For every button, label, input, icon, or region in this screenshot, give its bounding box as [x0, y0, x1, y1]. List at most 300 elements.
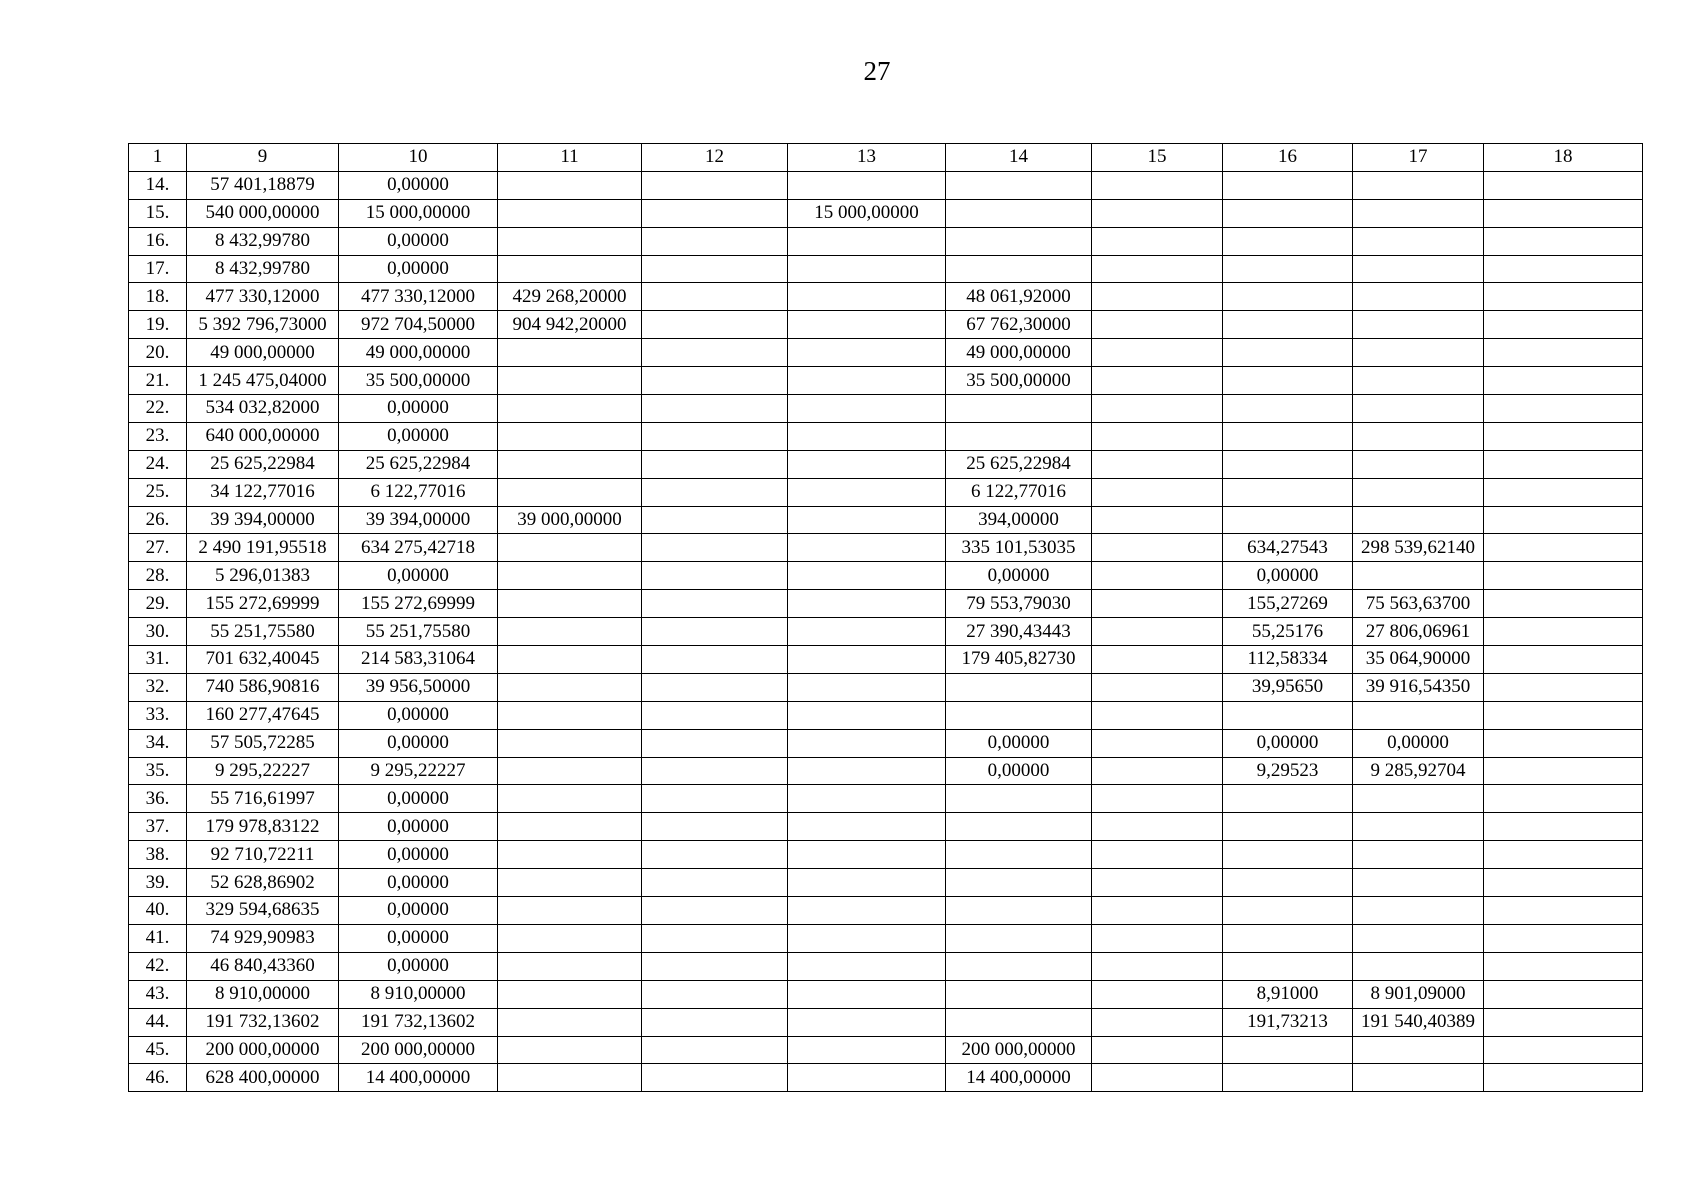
table-cell: [946, 813, 1092, 841]
table-cell: 6 122,77016: [339, 478, 498, 506]
table-cell: [1484, 367, 1643, 395]
table-cell: [788, 1008, 946, 1036]
row-number-cell: 19.: [129, 311, 187, 339]
table-cell: 57 401,18879: [187, 171, 339, 199]
table-cell: 34 122,77016: [187, 478, 339, 506]
table-cell: [1223, 395, 1353, 423]
table-cell: [1484, 227, 1643, 255]
table-row: [129, 869, 1643, 897]
table-cell: [1223, 311, 1353, 339]
table-cell: [1223, 283, 1353, 311]
row-number-cell: 21.: [129, 367, 187, 395]
row-number-cell: 17.: [129, 255, 187, 283]
table-header: [129, 144, 1643, 172]
table-cell: [1353, 311, 1484, 339]
table-cell: [1092, 1064, 1223, 1092]
table-row: [129, 590, 1643, 618]
table-cell: [1223, 897, 1353, 925]
table-row: [129, 1064, 1643, 1092]
table-cell: [1092, 646, 1223, 674]
table-cell: [1353, 841, 1484, 869]
table-cell: 335 101,53035: [946, 534, 1092, 562]
table-cell: 39 916,54350: [1353, 673, 1484, 701]
table-cell: 39 394,00000: [187, 506, 339, 534]
table-cell: [1092, 980, 1223, 1008]
table-cell: [788, 339, 946, 367]
table-cell: [498, 980, 642, 1008]
row-number-cell: 30.: [129, 618, 187, 646]
table-cell: 0,00000: [339, 701, 498, 729]
table-cell: [1484, 897, 1643, 925]
table-row: [129, 813, 1643, 841]
table-cell: [1092, 422, 1223, 450]
table-cell: 477 330,12000: [187, 283, 339, 311]
table-cell: 0,00000: [339, 422, 498, 450]
table-cell: [1223, 841, 1353, 869]
table-cell: [788, 171, 946, 199]
table-cell: [788, 283, 946, 311]
table-cell: [642, 395, 788, 423]
table-cell: [498, 367, 642, 395]
table-cell: [1092, 701, 1223, 729]
column-header: 17: [1353, 144, 1484, 172]
table-cell: [498, 701, 642, 729]
table-cell: [1223, 506, 1353, 534]
column-header: 18: [1484, 144, 1643, 172]
table-cell: 8 432,99780: [187, 227, 339, 255]
table-cell: [1484, 478, 1643, 506]
table-cell: [1484, 1064, 1643, 1092]
table-cell: 191 732,13602: [187, 1008, 339, 1036]
table-cell: [788, 311, 946, 339]
table-cell: [1353, 171, 1484, 199]
column-header: 12: [642, 144, 788, 172]
table-cell: [1223, 813, 1353, 841]
table-cell: [642, 673, 788, 701]
column-header: 9: [187, 144, 339, 172]
table-cell: [788, 534, 946, 562]
table-row: [129, 227, 1643, 255]
table-cell: [788, 673, 946, 701]
row-number-cell: 36.: [129, 785, 187, 813]
table-cell: [946, 952, 1092, 980]
table-cell: [642, 646, 788, 674]
table-cell: [642, 701, 788, 729]
table-cell: [642, 227, 788, 255]
table-cell: [788, 255, 946, 283]
table-cell: [642, 618, 788, 646]
row-number-cell: 44.: [129, 1008, 187, 1036]
table-row: [129, 339, 1643, 367]
table-row: [129, 395, 1643, 423]
table-cell: 8 901,09000: [1353, 980, 1484, 1008]
row-number-cell: 24.: [129, 450, 187, 478]
table-cell: [1353, 395, 1484, 423]
table-cell: [1092, 506, 1223, 534]
column-header: 16: [1223, 144, 1353, 172]
table-cell: [788, 618, 946, 646]
table-cell: 2 490 191,95518: [187, 534, 339, 562]
table-cell: [1092, 590, 1223, 618]
table-cell: 25 625,22984: [339, 450, 498, 478]
table-cell: [1484, 701, 1643, 729]
table-cell: [1092, 924, 1223, 952]
row-number-cell: 37.: [129, 813, 187, 841]
table-cell: 214 583,31064: [339, 646, 498, 674]
table-cell: [946, 199, 1092, 227]
table-cell: 0,00000: [339, 729, 498, 757]
table-row: [129, 367, 1643, 395]
row-number-cell: 20.: [129, 339, 187, 367]
table-cell: [946, 255, 1092, 283]
table-cell: [642, 1036, 788, 1064]
table-cell: [788, 757, 946, 785]
table-cell: [1353, 701, 1484, 729]
table-cell: [642, 590, 788, 618]
table-cell: [1484, 785, 1643, 813]
row-number-cell: 46.: [129, 1064, 187, 1092]
table-body: [129, 171, 1643, 1091]
table-cell: [946, 1008, 1092, 1036]
table-cell: [498, 199, 642, 227]
table-row: [129, 562, 1643, 590]
table-cell: [1353, 785, 1484, 813]
table-row: [129, 506, 1643, 534]
table-cell: [1092, 897, 1223, 925]
table-cell: [788, 729, 946, 757]
table-cell: [1092, 729, 1223, 757]
table-cell: [1092, 673, 1223, 701]
table-cell: 179 405,82730: [946, 646, 1092, 674]
table-cell: 155 272,69999: [339, 590, 498, 618]
row-number-cell: 32.: [129, 673, 187, 701]
row-number-cell: 15.: [129, 199, 187, 227]
table-cell: 25 625,22984: [946, 450, 1092, 478]
table-row: [129, 199, 1643, 227]
table-cell: 92 710,72211: [187, 841, 339, 869]
table-cell: [1353, 367, 1484, 395]
table-cell: 27 390,43443: [946, 618, 1092, 646]
table-cell: [642, 478, 788, 506]
table-cell: 49 000,00000: [946, 339, 1092, 367]
table-cell: [1484, 339, 1643, 367]
table-cell: [498, 924, 642, 952]
table-cell: [1092, 618, 1223, 646]
table-cell: 0,00000: [1353, 729, 1484, 757]
row-number-cell: 18.: [129, 283, 187, 311]
table-cell: 5 296,01383: [187, 562, 339, 590]
table-cell: [642, 757, 788, 785]
table-cell: [946, 785, 1092, 813]
table-cell: [1353, 199, 1484, 227]
table-cell: [1223, 1036, 1353, 1064]
table-row: [129, 283, 1643, 311]
column-header: 14: [946, 144, 1092, 172]
table-cell: [1353, 813, 1484, 841]
table-cell: [788, 367, 946, 395]
table-cell: [1484, 395, 1643, 423]
table-cell: [1484, 562, 1643, 590]
table-cell: 55,25176: [1223, 618, 1353, 646]
table-cell: [498, 339, 642, 367]
table-cell: [1092, 227, 1223, 255]
table-cell: [1223, 785, 1353, 813]
table-cell: [642, 450, 788, 478]
table-cell: 39 000,00000: [498, 506, 642, 534]
row-number-cell: 38.: [129, 841, 187, 869]
table-cell: [642, 534, 788, 562]
row-number-cell: 41.: [129, 924, 187, 952]
table-cell: 534 032,82000: [187, 395, 339, 423]
table-cell: 8 432,99780: [187, 255, 339, 283]
table-cell: [1223, 255, 1353, 283]
table-cell: [498, 422, 642, 450]
table-cell: [1484, 841, 1643, 869]
table-cell: 477 330,12000: [339, 283, 498, 311]
table-cell: [1353, 562, 1484, 590]
table-cell: 9 295,22227: [187, 757, 339, 785]
table-cell: [642, 952, 788, 980]
row-number-cell: 22.: [129, 395, 187, 423]
table-cell: [1223, 701, 1353, 729]
table-cell: [1484, 980, 1643, 1008]
table-cell: [1353, 869, 1484, 897]
table-cell: 0,00000: [339, 227, 498, 255]
table-cell: [642, 255, 788, 283]
table-cell: 0,00000: [339, 171, 498, 199]
table-cell: [1484, 283, 1643, 311]
table-cell: 79 553,79030: [946, 590, 1092, 618]
table-row: [129, 171, 1643, 199]
table-cell: 429 268,20000: [498, 283, 642, 311]
table-cell: 0,00000: [339, 255, 498, 283]
table-cell: 39 956,50000: [339, 673, 498, 701]
row-number-cell: 40.: [129, 897, 187, 925]
table-cell: [1223, 227, 1353, 255]
table-cell: [1223, 1064, 1353, 1092]
table-cell: [1353, 478, 1484, 506]
row-number-cell: 26.: [129, 506, 187, 534]
column-header: 11: [498, 144, 642, 172]
table-cell: [498, 729, 642, 757]
table-cell: [1484, 255, 1643, 283]
table-cell: 39 394,00000: [339, 506, 498, 534]
table-cell: [788, 590, 946, 618]
column-header: 1: [129, 144, 187, 172]
row-number-cell: 42.: [129, 952, 187, 980]
table-cell: [1484, 171, 1643, 199]
table-row: [129, 757, 1643, 785]
table-cell: [1484, 618, 1643, 646]
table-cell: 394,00000: [946, 506, 1092, 534]
table-cell: [1484, 869, 1643, 897]
row-number-cell: 35.: [129, 757, 187, 785]
table-row: [129, 450, 1643, 478]
table-cell: 57 505,72285: [187, 729, 339, 757]
table-cell: 0,00000: [339, 813, 498, 841]
table-cell: [642, 283, 788, 311]
table-cell: [642, 311, 788, 339]
column-header: 15: [1092, 144, 1223, 172]
table-cell: 640 000,00000: [187, 422, 339, 450]
table-cell: 634,27543: [1223, 534, 1353, 562]
table-cell: [1223, 339, 1353, 367]
table-cell: 35 500,00000: [946, 367, 1092, 395]
table-cell: [788, 869, 946, 897]
table-cell: 0,00000: [339, 562, 498, 590]
table-cell: 55 251,75580: [187, 618, 339, 646]
table-cell: 200 000,00000: [187, 1036, 339, 1064]
table-cell: [1484, 311, 1643, 339]
table-cell: [498, 841, 642, 869]
table-cell: [946, 869, 1092, 897]
table-cell: [788, 395, 946, 423]
table-cell: 27 806,06961: [1353, 618, 1484, 646]
table-cell: [1353, 952, 1484, 980]
table-cell: [1223, 952, 1353, 980]
table-cell: [1223, 478, 1353, 506]
table-cell: [1223, 171, 1353, 199]
table-cell: [788, 841, 946, 869]
table-cell: [1353, 422, 1484, 450]
table-cell: 15 000,00000: [339, 199, 498, 227]
table-cell: [498, 171, 642, 199]
table-cell: [498, 952, 642, 980]
table-cell: 740 586,90816: [187, 673, 339, 701]
table-cell: 0,00000: [339, 897, 498, 925]
column-header: 10: [339, 144, 498, 172]
table-row: [129, 1036, 1643, 1064]
table-cell: 0,00000: [946, 729, 1092, 757]
table-cell: 39,95650: [1223, 673, 1353, 701]
table-cell: 634 275,42718: [339, 534, 498, 562]
table-cell: 191 732,13602: [339, 1008, 498, 1036]
table-cell: 74 929,90983: [187, 924, 339, 952]
table-cell: [642, 1064, 788, 1092]
column-header: 13: [788, 144, 946, 172]
table-cell: 155,27269: [1223, 590, 1353, 618]
table-cell: [642, 562, 788, 590]
table-cell: 155 272,69999: [187, 590, 339, 618]
table-cell: 0,00000: [339, 869, 498, 897]
table-cell: 35 500,00000: [339, 367, 498, 395]
table-cell: [946, 395, 1092, 423]
table-cell: 0,00000: [1223, 562, 1353, 590]
table-row: [129, 924, 1643, 952]
table-cell: [1092, 255, 1223, 283]
table-cell: [1484, 673, 1643, 701]
table-cell: [946, 924, 1092, 952]
table-row: [129, 618, 1643, 646]
table-cell: 55 251,75580: [339, 618, 498, 646]
table-cell: 15 000,00000: [788, 199, 946, 227]
table-cell: [1092, 813, 1223, 841]
table-cell: 0,00000: [946, 757, 1092, 785]
table-cell: [1353, 924, 1484, 952]
table-cell: [498, 534, 642, 562]
table-cell: 179 978,83122: [187, 813, 339, 841]
table-cell: 701 632,40045: [187, 646, 339, 674]
table-row: [129, 646, 1643, 674]
table-cell: [788, 1036, 946, 1064]
table-cell: [1092, 171, 1223, 199]
table-cell: 904 942,20000: [498, 311, 642, 339]
table-cell: [498, 255, 642, 283]
table-cell: [1484, 646, 1643, 674]
table-cell: 540 000,00000: [187, 199, 339, 227]
table-cell: [1484, 534, 1643, 562]
table-cell: [1092, 450, 1223, 478]
table-cell: [1092, 952, 1223, 980]
table-cell: [788, 897, 946, 925]
table-cell: 0,00000: [339, 841, 498, 869]
table-cell: [642, 367, 788, 395]
table-cell: 52 628,86902: [187, 869, 339, 897]
table-cell: [498, 618, 642, 646]
table-cell: 8 910,00000: [339, 980, 498, 1008]
table-cell: 191 540,40389: [1353, 1008, 1484, 1036]
table-cell: 0,00000: [339, 395, 498, 423]
table-cell: 67 762,30000: [946, 311, 1092, 339]
table-row: [129, 673, 1643, 701]
table-cell: [1484, 952, 1643, 980]
table-cell: [1484, 199, 1643, 227]
row-number-cell: 25.: [129, 478, 187, 506]
table-cell: 6 122,77016: [946, 478, 1092, 506]
row-number-cell: 27.: [129, 534, 187, 562]
table-cell: [1092, 757, 1223, 785]
table-cell: [1484, 1036, 1643, 1064]
table-cell: [1092, 1008, 1223, 1036]
table-cell: [946, 897, 1092, 925]
table-cell: [788, 450, 946, 478]
table-cell: [642, 729, 788, 757]
row-number-cell: 29.: [129, 590, 187, 618]
table-cell: [1092, 339, 1223, 367]
row-number-cell: 43.: [129, 980, 187, 1008]
table-cell: [788, 478, 946, 506]
table-cell: 0,00000: [339, 924, 498, 952]
table-cell: 9 295,22227: [339, 757, 498, 785]
table-cell: [1353, 283, 1484, 311]
table-cell: 48 061,92000: [946, 283, 1092, 311]
table-cell: [946, 171, 1092, 199]
table-cell: [946, 227, 1092, 255]
row-number-cell: 34.: [129, 729, 187, 757]
table-cell: [642, 924, 788, 952]
table-cell: 329 594,68635: [187, 897, 339, 925]
table-cell: [1223, 450, 1353, 478]
table-cell: [1092, 199, 1223, 227]
table-cell: [1353, 1036, 1484, 1064]
table-cell: [788, 952, 946, 980]
table-cell: [788, 1064, 946, 1092]
table-cell: [1092, 841, 1223, 869]
table-cell: [788, 562, 946, 590]
table-cell: [788, 506, 946, 534]
table-cell: [946, 841, 1092, 869]
table-cell: [1223, 422, 1353, 450]
table-cell: 0,00000: [339, 785, 498, 813]
table-cell: [788, 227, 946, 255]
table-cell: [1223, 199, 1353, 227]
table-cell: [1484, 757, 1643, 785]
table-cell: 200 000,00000: [946, 1036, 1092, 1064]
table-cell: 8 910,00000: [187, 980, 339, 1008]
table-cell: [1223, 924, 1353, 952]
table-cell: 0,00000: [339, 952, 498, 980]
table-cell: [946, 673, 1092, 701]
